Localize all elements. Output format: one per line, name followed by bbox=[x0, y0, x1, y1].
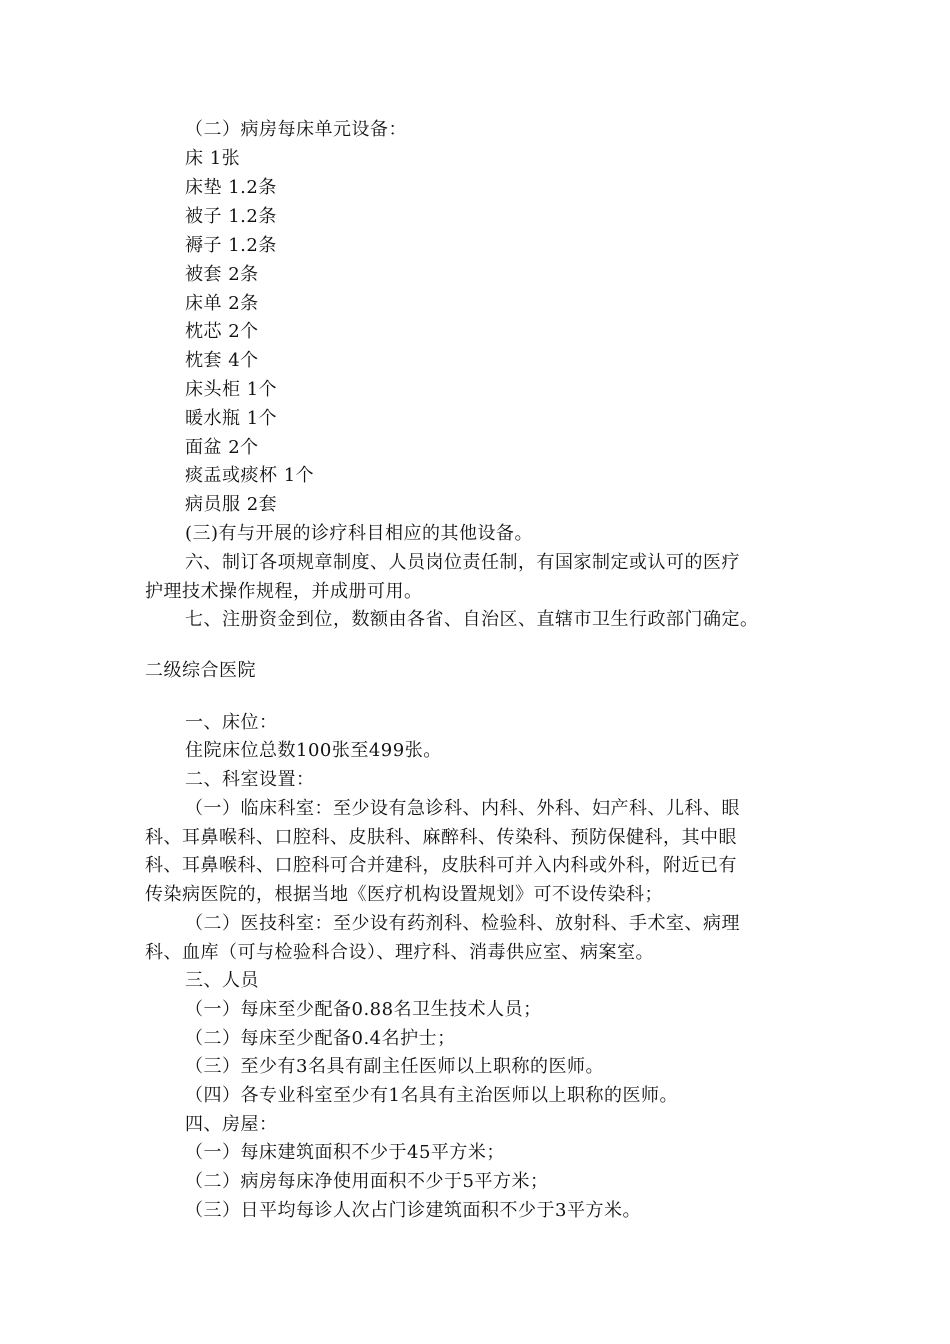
clinical-dept-text-continued: 科、耳鼻喉科、口腔科、皮肤科、麻醉科、传染科、预防保健科，其中眼 bbox=[145, 827, 737, 848]
building-heading: 四、房屋： bbox=[185, 1114, 278, 1135]
item6-text: 六、制订各项规章制度、人员岗位责任制，有国家制定或认可的医疗 bbox=[185, 552, 740, 573]
equipment-item: 床 1张 bbox=[185, 148, 241, 169]
medtech-dept-text-continued: 科、血库（可与检验科合设）、理疗科、消毒供应室、病案室。 bbox=[145, 942, 654, 963]
equipment-item: 褥子 1.2条 bbox=[185, 235, 277, 256]
beds-text: 住院床位总数100张至499张。 bbox=[185, 740, 442, 761]
equipment-item: 床单 2条 bbox=[185, 293, 259, 314]
equipment-item: 暖水瓶 1个 bbox=[185, 408, 278, 429]
equipment-item: 床头柜 1个 bbox=[185, 379, 278, 400]
equipment-heading: （二）病房每床单元设备： bbox=[185, 119, 407, 140]
dept-heading: 二、科室设置： bbox=[185, 769, 315, 790]
staff-item: （三）至少有3名具有副主任医师以上职称的医师。 bbox=[185, 1056, 604, 1077]
section-title: 二级综合医院 bbox=[145, 660, 256, 681]
equipment-item: 面盆 2个 bbox=[185, 437, 259, 458]
clinical-dept-text: （一）临床科室：至少设有急诊科、内科、外科、妇产科、儿科、眼 bbox=[185, 798, 740, 819]
building-item: （二）病房每床净使用面积不少于5平方米； bbox=[185, 1171, 549, 1192]
equipment-item: 被子 1.2条 bbox=[185, 206, 277, 227]
clinical-dept-text-continued: 科、耳鼻喉科、口腔科可合并建科，皮肤科可并入内科或外科，附近已有 bbox=[145, 855, 737, 876]
equipment-item: 枕套 4个 bbox=[185, 350, 259, 371]
equipment-item: 病员服 2套 bbox=[185, 494, 278, 515]
staff-item: （四）各专业科室至少有1名具有主治医师以上职称的医师。 bbox=[185, 1085, 678, 1106]
building-item: （一）每床建筑面积不少于45平方米； bbox=[185, 1142, 505, 1163]
equipment-item: 枕芯 2个 bbox=[185, 321, 259, 342]
equipment-item: 被套 2条 bbox=[185, 264, 259, 285]
medtech-dept-text: （二）医技科室：至少设有药剂科、检验科、放射科、手术室、病理 bbox=[185, 913, 740, 934]
clinical-dept-text-continued: 传染病医院的，根据当地《医疗机构设置规划》可不设传染科； bbox=[145, 884, 663, 905]
item6-text-continued: 护理技术操作规程，并成册可用。 bbox=[145, 581, 423, 602]
equipment-item: 床垫 1.2条 bbox=[185, 177, 277, 198]
staff-heading: 三、人员 bbox=[185, 970, 259, 991]
equipment-item: 痰盂或痰杯 1个 bbox=[185, 465, 315, 486]
staff-item: （一）每床至少配备0.88名卫生技术人员； bbox=[185, 999, 542, 1020]
other-equipment-text: (三)有与开展的诊疗科目相应的其他设备。 bbox=[185, 523, 534, 544]
beds-heading: 一、床位： bbox=[185, 712, 278, 733]
item7-text: 七、注册资金到位，数额由各省、自治区、直辖市卫生行政部门确定。 bbox=[185, 609, 759, 630]
building-item: （三）日平均每诊人次占门诊建筑面积不少于3平方米。 bbox=[185, 1200, 641, 1221]
staff-item: （二）每床至少配备0.4名护士； bbox=[185, 1028, 456, 1049]
